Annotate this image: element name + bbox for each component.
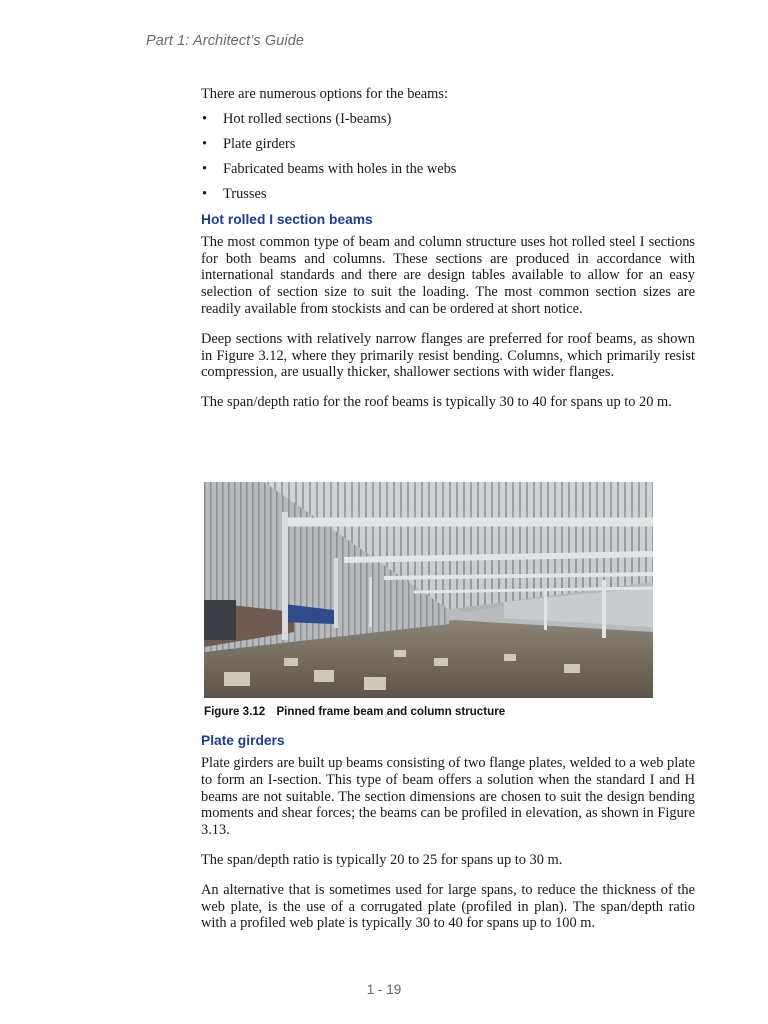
bullet-icon: •: [202, 110, 208, 127]
list-item: [201, 136, 695, 161]
figure-number: Figure 3.12: [204, 705, 266, 718]
list-item-text: Hot rolled sections (I-beams): [223, 110, 392, 127]
heading-plate-girders: Plate girders: [201, 733, 285, 748]
intro-text: There are numerous options for the beams:: [201, 86, 448, 102]
list-item-text: Trusses: [223, 185, 267, 202]
warehouse-photo: [204, 482, 653, 698]
list-item: [201, 161, 695, 186]
paragraph: The span/depth ratio is typically 20 to 25 for spans up to 30 m.: [201, 851, 563, 868]
main-column: [201, 86, 695, 411]
paragraph: The most common type of beam and column structure uses hot rolled steel I sections for both beams and columns. These sections are produced in accordance with international standards and there are design tables available to allow for an easy selection of section size to suit the loading. The most common section sizes are readily available from stockists and can be ordered at short notice.: [201, 233, 695, 317]
figure-caption-text: Pinned frame beam and column structure: [276, 705, 506, 718]
list-item-text: Plate girders: [223, 135, 296, 152]
plate-girders-column: [201, 732, 695, 932]
paragraph: Deep sections with relatively narrow flanges are preferred for roof beams, as shown in Figure 3.12, where they primarily resist bending. Columns, which primarily resist compression, are usually thicker, shallower sections with wider flanges.: [201, 330, 695, 381]
bullet-icon: •: [202, 135, 208, 152]
paragraph: Plate girders are built up beams consisting of two flange plates, welded to a web plate to form an I-section. This type of beam offers a solution when the standard I and H beams are not suitable. The section dimensions are chosen to suit the design bending moments and shear forces; the beams can be profiled in elevation, as shown in Figure 3.13.: [201, 755, 695, 839]
heading-hot-rolled: Hot rolled I section beams: [201, 211, 373, 227]
figure-caption: [204, 705, 505, 718]
paragraph: The span/depth ratio for the roof beams is typically 30 to 40 for spans up to 20 m.: [201, 394, 672, 411]
list-item: [201, 186, 695, 211]
page-number: 1 - 19: [366, 982, 402, 997]
figure-photo: [204, 482, 653, 698]
bullet-icon: •: [202, 185, 208, 202]
running-head: Part 1: Architect’s Guide: [146, 33, 305, 49]
list-item: [201, 111, 695, 136]
paragraph: An alternative that is sometimes used for large spans, to reduce the thickness of the web plate, is the use of a corrugated plate (profiled in plan). The span/depth ratio with a profiled web plate is typically 30 to 40 for spans up to 100 m.: [201, 881, 695, 932]
beam-options-list: [201, 111, 695, 211]
bullet-icon: •: [202, 160, 208, 177]
list-item-text: Fabricated beams with holes in the webs: [223, 160, 457, 177]
